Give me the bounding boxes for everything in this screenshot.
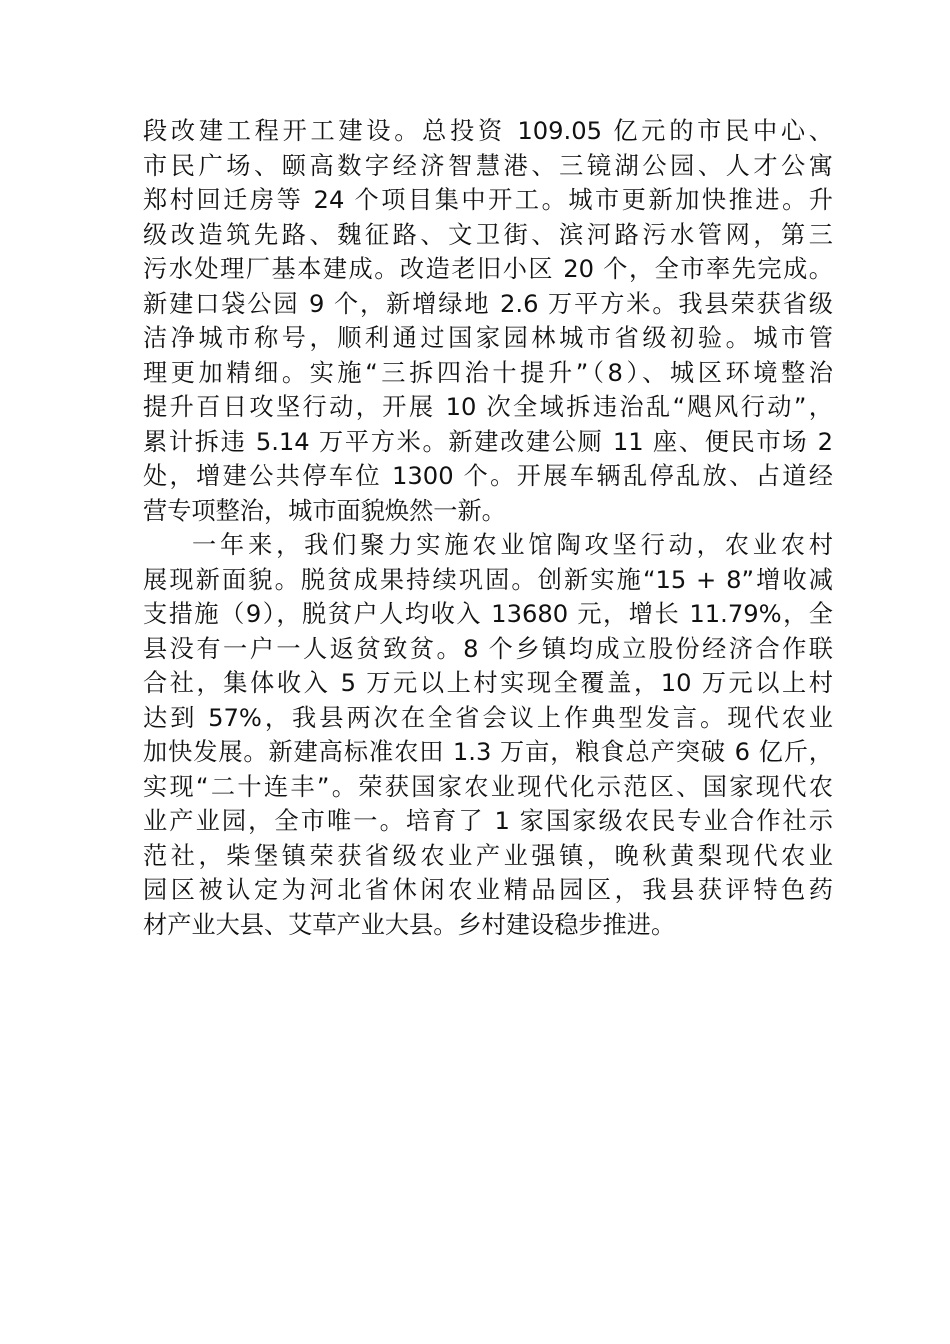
paragraph-1-line: 级改造筑先路、魏征路、文卫街、滨河路污水管网，第三 [143,220,833,249]
paragraph-1-line: 洁净城市称号，顺利通过国家园林城市省级初验。城市管 [143,324,833,352]
paragraph-1-line: 段改建工程开工建设。总投资 109.05 亿元的市民中心、 [143,117,833,145]
paragraph-2-line: 加快发展。新建高标准农田 1.3 万亩，粮食总产突破 6 亿斤， [143,738,833,766]
paragraph-1-line: 新建口袋公园 9 个，新增绿地 2.6 万平方米。我县荣获省级 [143,289,833,318]
paragraph-2-line: 合社，集体收入 5 万元以上村实现全覆盖，10 万元以上村 [143,669,833,697]
paragraph-1-line: 污水处理厂基本建成。改造老旧小区 20 个，全市率先完成。 [143,255,833,283]
paragraph-2-line: 实现“二十连丰”。荣获国家农业现代化示范区、国家现代农 [143,772,833,801]
paragraph-2-line: 业产业园，全市唯一。培育了 1 家国家级农民专业合作社示 [143,807,833,835]
paragraph-2-line: 达到 57%，我县两次在全省会议上作典型发言。现代农业 [143,703,833,732]
paragraph-2-line: 县没有一户一人返贫致贫。8 个乡镇均成立股份经济合作联 [143,634,833,663]
paragraph-1-line: 郑村回迁房等 24 个项目集中开工。城市更新加快推进。升 [143,186,833,214]
paragraph-2-line: 一年来，我们聚力实施农业馆陶攻坚行动，农业农村 [192,531,833,559]
paragraph-1-line: 处，增建公共停车位 1300 个。开展车辆乱停乱放、占道经 [143,462,833,490]
paragraph-2-line: 材产业大县、艾草产业大县。乡村建设稳步推进。 [143,910,676,939]
paragraph-2-line: 范社，柴堡镇荣获省级农业产业强镇，晚秋黄梨现代农业 [143,841,833,870]
paragraph-1-line: 提升百日攻坚行动，开展 10 次全域拆违治乱“飓风行动”， [143,393,833,421]
body-text [143,114,833,942]
paragraph-2-line: 园区被认定为河北省休闲农业精品园区，我县获评特色药 [143,876,833,904]
paragraph-1-line: 市民广场、颐高数字经济智慧港、三镜湖公园、人才公寓 [143,151,833,180]
paragraph-2-line: 支措施（9），脱贫户人均收入 13680 元，增长 11.79%，全 [143,600,833,628]
paragraph-1-line: 累计拆违 5.14 万平方米。新建改建公厕 11 座、便民市场 2 [143,427,833,456]
paragraph-1-line: 营专项整治，城市面貌焕然一新。 [143,496,506,525]
paragraph-1-line: 理更加精细。实施“三拆四治十提升”（8）、城区环境整治 [143,358,833,387]
paragraph-2-line: 展现新面貌。脱贫成果持续巩固。创新实施“15 + 8”增收减 [143,565,833,594]
